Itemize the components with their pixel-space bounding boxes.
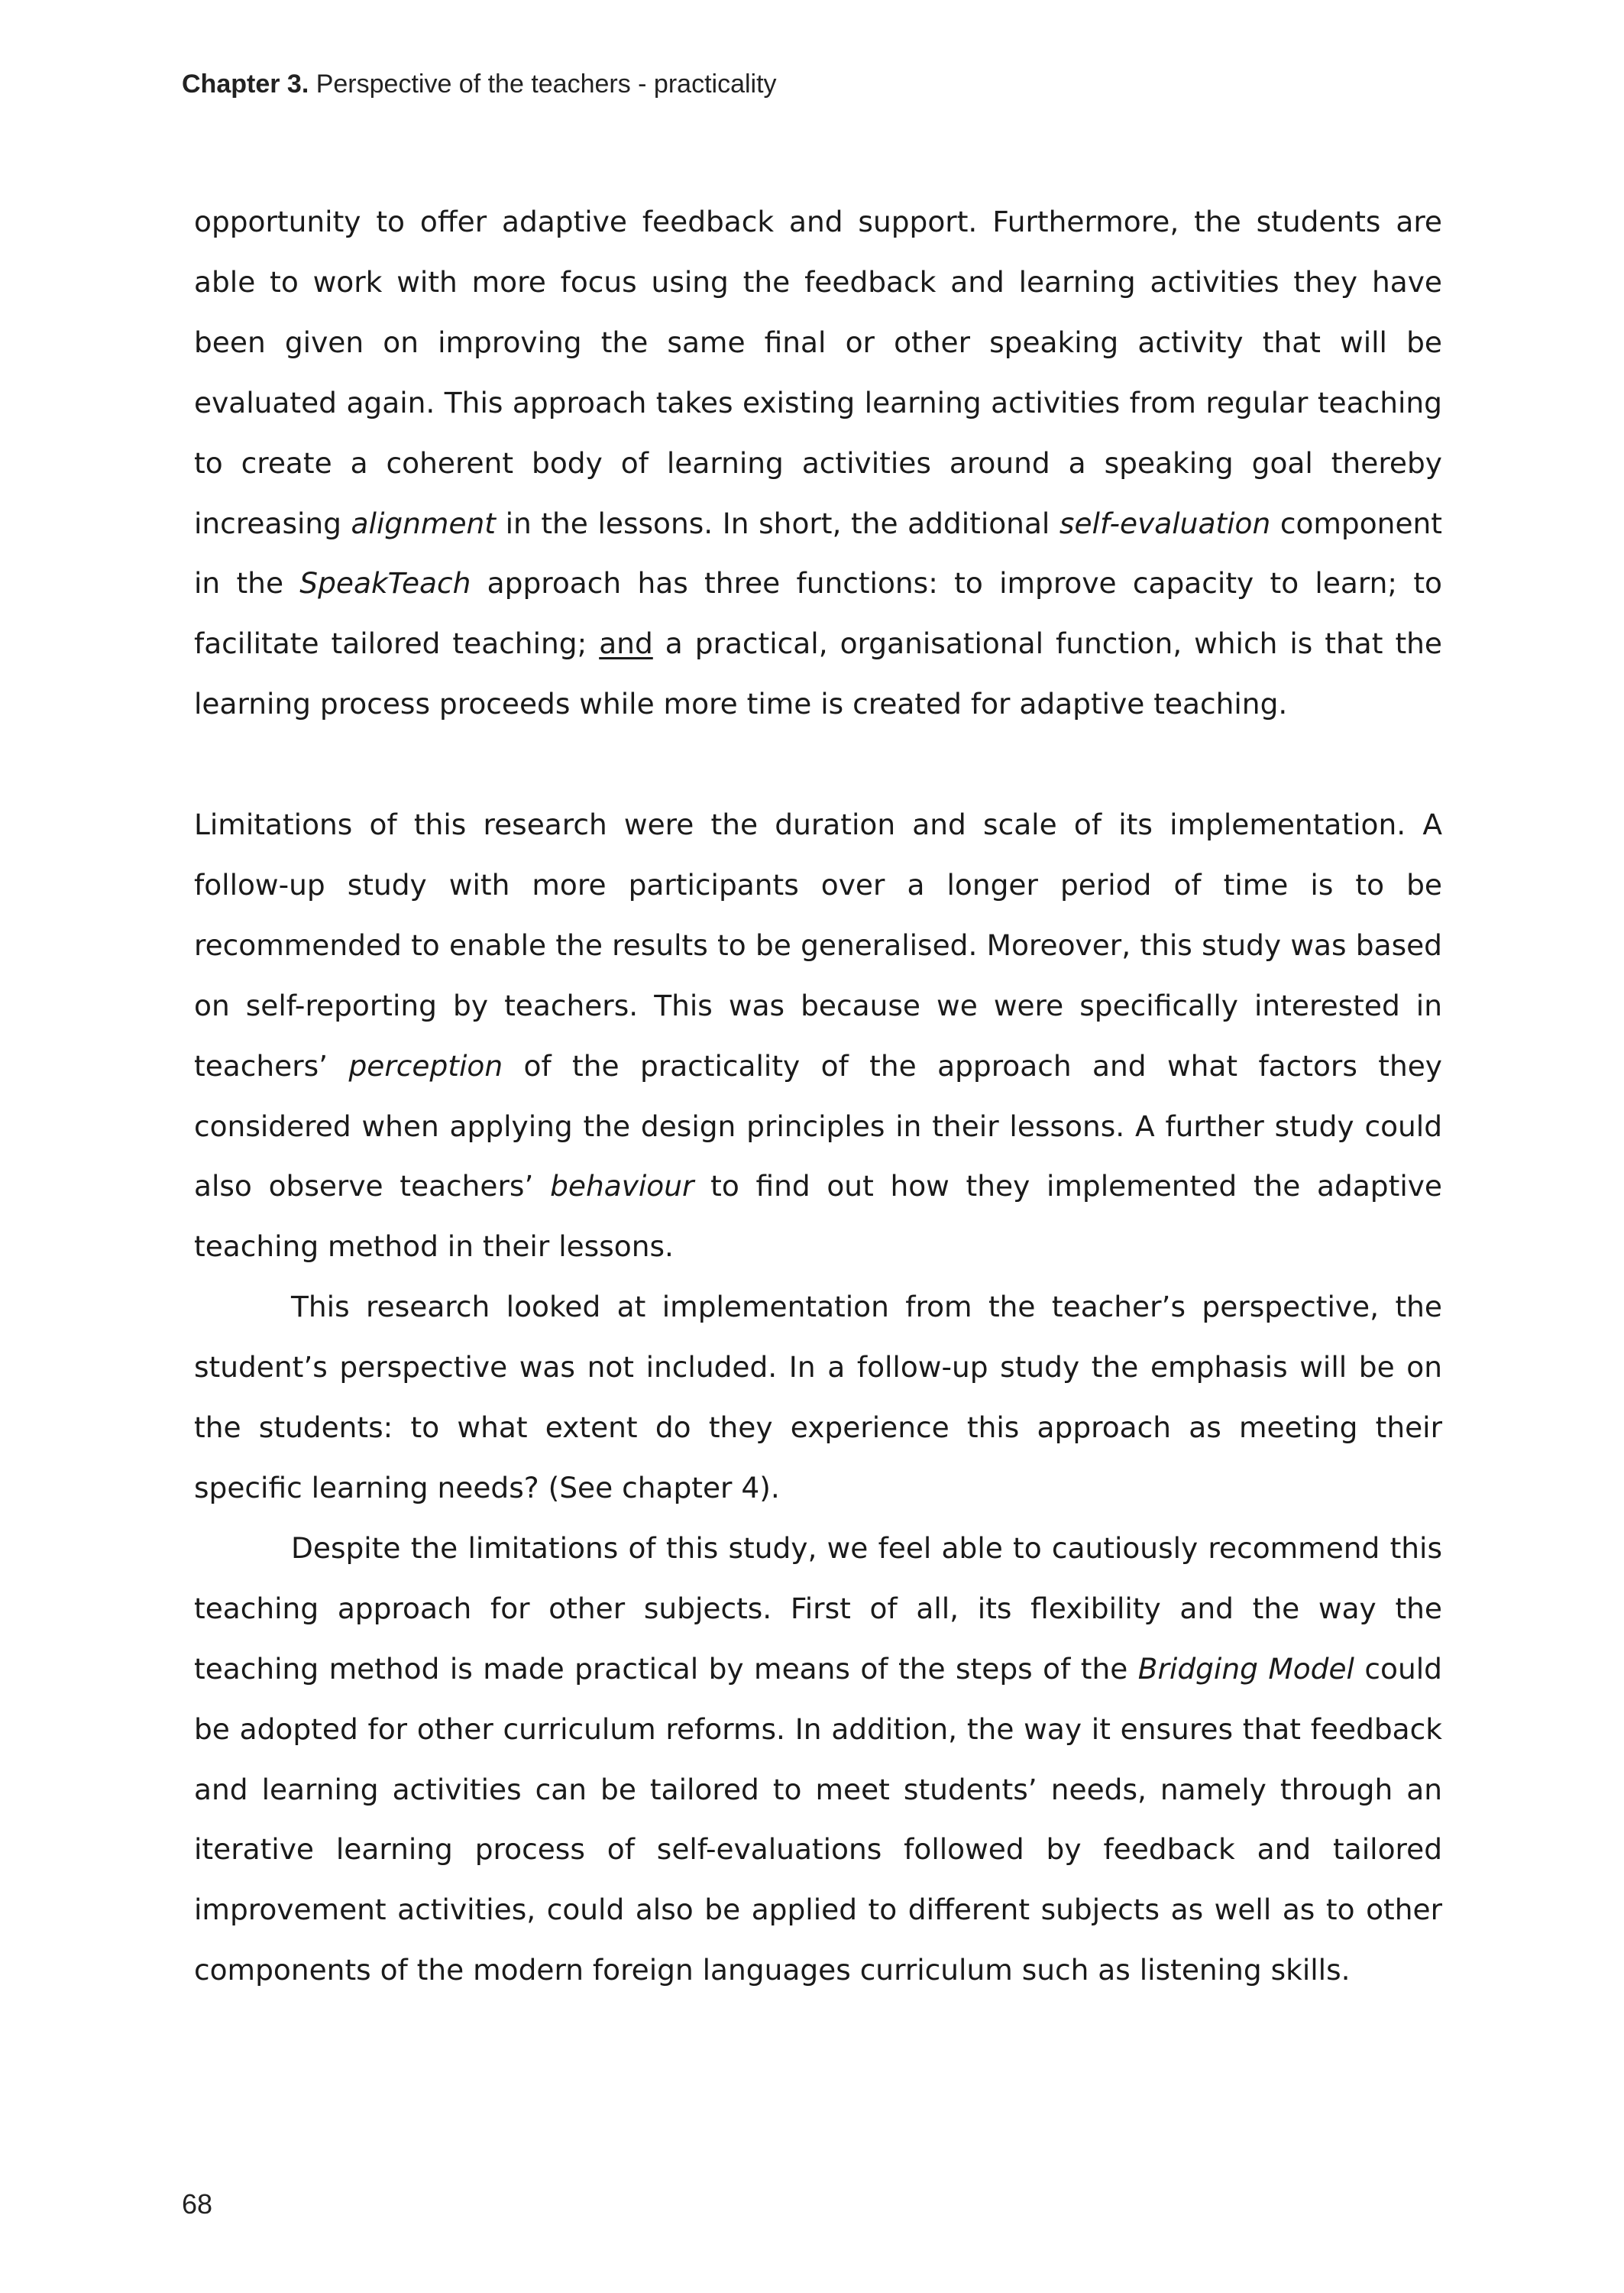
text-run: Despite the limitations of this study, we feel able to cautiously recommend this teaching approach for other subjects. First of all, its flexibility and the way the teaching method is made practical by means of the steps of the [194, 1530, 1442, 1686]
text-run: approach has three functions: to improve capacity to learn; to facilitate tailored teaching; [194, 566, 1442, 661]
term-perception: perception [348, 1048, 503, 1083]
term-alignment: alignment [351, 506, 497, 540]
text-run: a practical, organisational function, which is that the learning process proceeds while more time is created for adaptive teaching. [194, 627, 1443, 721]
term-self-evaluation: self-evaluation [1059, 506, 1271, 540]
term-bridging-model: Bridging Model [1137, 1651, 1354, 1686]
chapter-number: Chapter 3. [182, 70, 309, 99]
text-run: could be adopted for other curriculum reforms. In addition, the way it ensures that feedback and learning activities can be tailored to meet students’ needs, namely through an iterative learning process of self-evaluations followed by feedback and tailored improvement activities, could also be applied to different subjects as well as to other components of the modern foreign languages curriculum such as listening skills. [194, 1651, 1442, 1987]
text-run: opportunity to offer adaptive feedback and support. Furthermore, the students are able to work with more focus using the feedback and learning activities they have been given on improving the same final or other speaking activity that will be evaluated again. This approach takes existing learning activities from regular teaching to create a coherent body of learning activities around a speaking goal thereby increasing [194, 205, 1442, 540]
running-header [182, 67, 777, 101]
paragraph-student-perspective [194, 1277, 1442, 1518]
text-run: This research looked at implementation from the teacher’s perspective, the student’s perspective was not included. In a follow-up study the emphasis will be on the students: to what extent do they experience this approach as meeting their specific learning needs? (See chapter 4). [194, 1290, 1442, 1505]
body-text [194, 192, 1442, 2000]
chapter-title: Perspective of the teachers - practicality [315, 70, 777, 99]
term-behaviour: behaviour [550, 1169, 694, 1203]
text-run: Limitations of this research were the duration and scale of its implementation. A follow-up study with more participants over a longer period of time is to be recommended to enable the results to be generalised. Moreover, this study was based on self-reporting by teachers. This was because we were specifically interested in teachers’ [194, 808, 1442, 1083]
page-number: 68 [182, 2188, 213, 2220]
underlined-and: and [599, 627, 653, 661]
paragraph-recommendation [194, 1518, 1442, 2000]
text-run: to find out how they implemented the adaptive teaching method in their lessons. [194, 1169, 1442, 1264]
text-run: in the lessons. In short, the additional [496, 506, 1059, 540]
paragraph-selfevaluation-functions [194, 192, 1442, 734]
paragraph-limitations [194, 795, 1442, 1277]
term-speakteach: SpeakTeach [299, 566, 471, 601]
text-run: component in the [194, 506, 1442, 601]
text-run: of the practicality of the approach and what factors they considered when applying the design principles in their lessons. A further study could also observe teachers’ [194, 1048, 1442, 1203]
